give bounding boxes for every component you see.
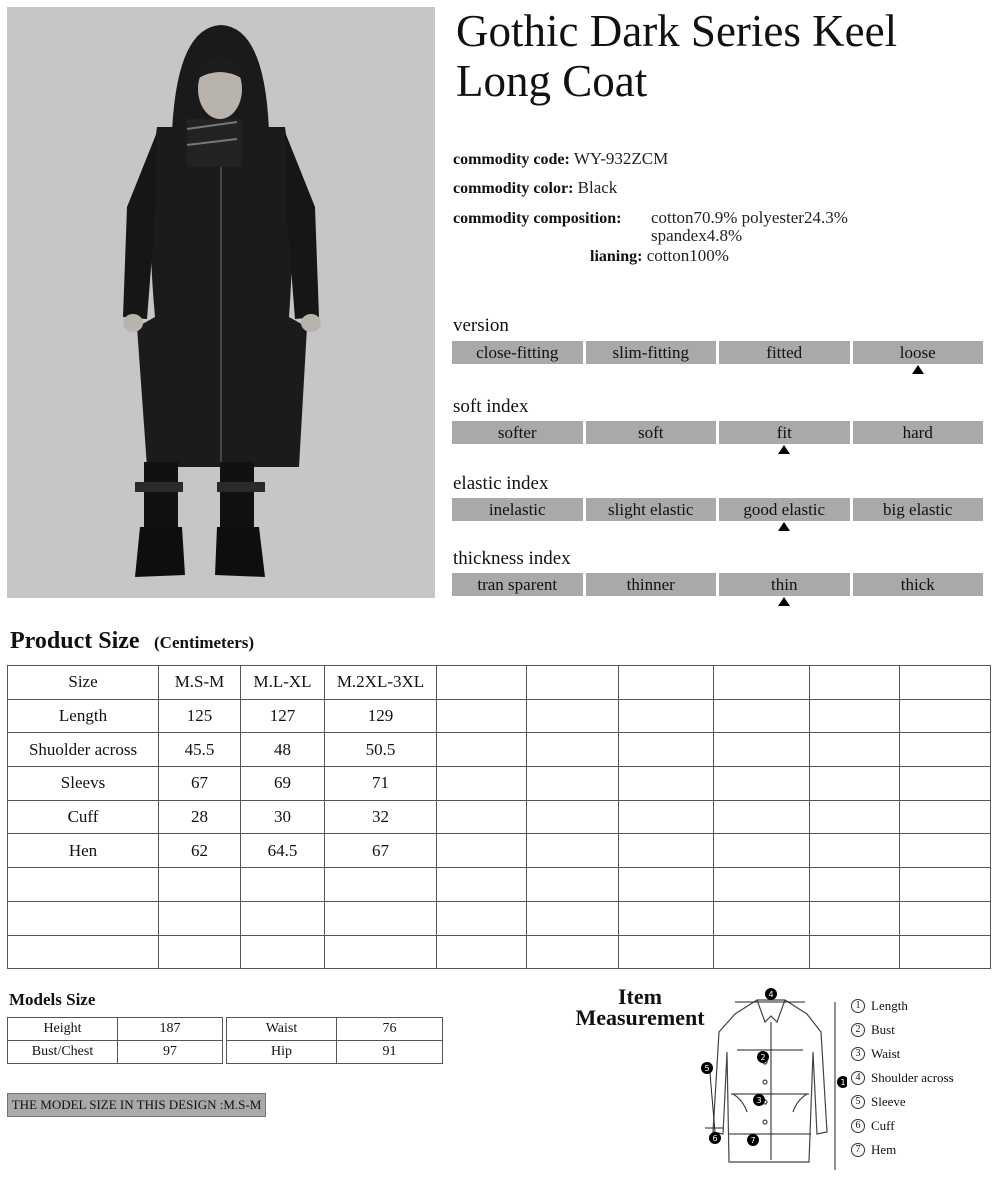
table-cell xyxy=(900,901,991,935)
index-option: tran sparent xyxy=(452,573,583,596)
index-option: close-fitting xyxy=(452,341,583,364)
model-measure-label: Hip xyxy=(227,1041,337,1064)
table-row xyxy=(8,800,991,834)
table-cell: Sleevs xyxy=(8,767,159,801)
index-label: thickness index xyxy=(453,548,571,569)
size-column-header xyxy=(619,666,714,700)
size-column-header xyxy=(527,666,619,700)
size-column-header xyxy=(714,666,810,700)
table-cell: 71 xyxy=(325,767,437,801)
table-cell xyxy=(810,767,900,801)
model-measure-value: 76 xyxy=(337,1018,443,1041)
legend-item xyxy=(851,1090,954,1114)
table-row xyxy=(8,868,991,902)
table-cell xyxy=(437,901,527,935)
table-cell xyxy=(619,868,714,902)
svg-text:2: 2 xyxy=(760,1053,766,1062)
index-option: soft xyxy=(586,421,717,444)
selected-marker-icon xyxy=(778,597,790,606)
table-cell xyxy=(241,868,325,902)
table-cell xyxy=(900,733,991,767)
index-option: good elastic xyxy=(719,498,850,521)
table-cell: 67 xyxy=(159,767,241,801)
index-scale xyxy=(452,573,983,596)
table-cell xyxy=(325,935,437,969)
table-cell: 28 xyxy=(159,800,241,834)
index-option: fit xyxy=(719,421,850,444)
table-cell: 69 xyxy=(241,767,325,801)
index-label: soft index xyxy=(453,396,529,417)
table-row xyxy=(8,935,991,969)
legend-label: Length xyxy=(871,998,908,1013)
index-option: loose xyxy=(853,341,984,364)
legend-label: Shoulder across xyxy=(871,1070,954,1085)
model-measure-label: Bust/Chest xyxy=(8,1041,118,1064)
legend-item xyxy=(851,1042,954,1066)
table-cell: 125 xyxy=(159,699,241,733)
selected-marker-icon xyxy=(912,365,924,374)
index-option: big elastic xyxy=(853,498,984,521)
model-measure-label: Waist xyxy=(227,1018,337,1041)
legend-number: 4 xyxy=(851,1071,865,1085)
table-cell xyxy=(810,800,900,834)
product-title: Gothic Dark Series Keel Long Coat xyxy=(456,6,898,106)
model-measure-value: 187 xyxy=(118,1018,223,1041)
table-row xyxy=(227,1018,443,1041)
selected-marker-icon xyxy=(778,445,790,454)
legend-label: Sleeve xyxy=(871,1094,906,1109)
legend-item xyxy=(851,994,954,1018)
table-row xyxy=(227,1041,443,1064)
table-cell xyxy=(619,834,714,868)
commodity-color xyxy=(453,178,617,199)
size-column-header: M.L-XL xyxy=(241,666,325,700)
index-option: hard xyxy=(853,421,984,444)
table-cell xyxy=(619,699,714,733)
table-cell xyxy=(900,935,991,969)
models-table-right xyxy=(226,1017,443,1064)
size-column-header: Size xyxy=(8,666,159,700)
legend-item xyxy=(851,1114,954,1138)
table-row xyxy=(8,901,991,935)
table-cell xyxy=(714,834,810,868)
models-size-title: Models Size xyxy=(9,990,96,1009)
composition-line-1: cotton70.9% polyester24.3% xyxy=(651,208,848,227)
table-row xyxy=(8,699,991,733)
table-row xyxy=(8,767,991,801)
legend-label: Waist xyxy=(871,1046,901,1061)
table-cell: 127 xyxy=(241,699,325,733)
commodity-code-value: WY-932ZCM xyxy=(573,149,669,168)
legend-number: 6 xyxy=(851,1119,865,1133)
legend-number: 2 xyxy=(851,1023,865,1037)
composition-line-2: spandex4.8% xyxy=(651,226,743,245)
table-cell xyxy=(619,800,714,834)
size-column-header xyxy=(900,666,991,700)
table-cell: 45.5 xyxy=(159,733,241,767)
legend-number: 5 xyxy=(851,1095,865,1109)
table-cell xyxy=(810,901,900,935)
table-cell xyxy=(619,767,714,801)
table-cell xyxy=(159,901,241,935)
commodity-code xyxy=(453,149,668,170)
table-cell xyxy=(714,699,810,733)
table-cell xyxy=(527,800,619,834)
lining xyxy=(590,246,729,267)
size-column-header: M.2XL-3XL xyxy=(325,666,437,700)
table-cell xyxy=(527,699,619,733)
table-cell xyxy=(810,733,900,767)
index-option: thick xyxy=(853,573,984,596)
index-option: thin xyxy=(719,573,850,596)
model-measure-value: 91 xyxy=(337,1041,443,1064)
table-cell xyxy=(619,901,714,935)
size-table-header xyxy=(8,666,991,700)
table-cell xyxy=(8,868,159,902)
lining-value: cotton100% xyxy=(646,246,729,265)
models-table-left xyxy=(7,1017,223,1064)
size-column-header xyxy=(437,666,527,700)
svg-text:5: 5 xyxy=(704,1064,710,1073)
table-cell: 129 xyxy=(325,699,437,733)
index-option: softer xyxy=(452,421,583,444)
commodity-composition xyxy=(453,208,621,229)
item-measurement-title-line1: Item xyxy=(618,984,662,1009)
table-cell xyxy=(527,868,619,902)
table-cell xyxy=(8,935,159,969)
table-row xyxy=(8,1041,223,1064)
legend-number: 7 xyxy=(851,1143,865,1157)
table-cell xyxy=(619,733,714,767)
table-cell xyxy=(714,901,810,935)
commodity-color-label: commodity color: xyxy=(453,180,574,197)
selected-marker-icon xyxy=(778,522,790,531)
commodity-code-label: commodity code: xyxy=(453,151,570,168)
composition-value xyxy=(651,208,848,246)
table-cell xyxy=(714,733,810,767)
commodity-composition-label: commodity composition: xyxy=(453,210,622,227)
table-cell xyxy=(619,935,714,969)
table-cell xyxy=(8,901,159,935)
table-cell xyxy=(714,935,810,969)
coat-measurement-diagram xyxy=(695,982,847,1178)
table-cell xyxy=(714,800,810,834)
commodity-color-value: Black xyxy=(577,178,618,197)
table-cell xyxy=(900,834,991,868)
table-cell: 64.5 xyxy=(241,834,325,868)
table-cell xyxy=(527,733,619,767)
table-cell: 62 xyxy=(159,834,241,868)
table-cell xyxy=(900,699,991,733)
table-cell xyxy=(437,935,527,969)
table-cell xyxy=(159,935,241,969)
legend-label: Bust xyxy=(871,1022,895,1037)
table-cell xyxy=(810,868,900,902)
legend-number: 3 xyxy=(851,1047,865,1061)
index-scale xyxy=(452,421,983,444)
table-cell xyxy=(900,800,991,834)
table-cell xyxy=(437,733,527,767)
legend-label: Hem xyxy=(871,1142,897,1157)
model-measure-label: Height xyxy=(8,1018,118,1041)
table-cell xyxy=(437,834,527,868)
legend-item xyxy=(851,1018,954,1042)
table-cell: 32 xyxy=(325,800,437,834)
table-cell xyxy=(527,767,619,801)
table-cell: Hen xyxy=(8,834,159,868)
table-cell xyxy=(159,868,241,902)
table-cell: 48 xyxy=(241,733,325,767)
svg-text:4: 4 xyxy=(768,990,774,999)
table-cell xyxy=(714,767,810,801)
table-cell xyxy=(241,901,325,935)
size-column-header: M.S-M xyxy=(159,666,241,700)
table-row xyxy=(8,834,991,868)
table-cell xyxy=(714,868,810,902)
legend-number: 1 xyxy=(851,999,865,1013)
index-option: slight elastic xyxy=(586,498,717,521)
table-cell: 50.5 xyxy=(325,733,437,767)
table-cell xyxy=(325,901,437,935)
table-cell xyxy=(527,834,619,868)
model-size-note: THE MODEL SIZE IN THIS DESIGN :M.S-M xyxy=(7,1093,266,1117)
index-option: fitted xyxy=(719,341,850,364)
svg-text:6: 6 xyxy=(712,1134,718,1143)
table-cell xyxy=(437,767,527,801)
item-measurement-title-line2: Measurement xyxy=(575,1005,705,1030)
table-cell: Cuff xyxy=(8,800,159,834)
legend-label: Cuff xyxy=(871,1118,895,1133)
index-scale xyxy=(452,341,983,364)
index-scale xyxy=(452,498,983,521)
table-cell xyxy=(900,868,991,902)
table-cell: Length xyxy=(8,699,159,733)
table-cell xyxy=(325,868,437,902)
model-measure-value: 97 xyxy=(118,1041,223,1064)
index-option: slim-fitting xyxy=(586,341,717,364)
index-label: version xyxy=(453,315,509,336)
size-column-header xyxy=(810,666,900,700)
legend-item xyxy=(851,1138,954,1162)
table-cell xyxy=(810,699,900,733)
table-cell: 30 xyxy=(241,800,325,834)
index-label: elastic index xyxy=(453,473,549,494)
index-option: inelastic xyxy=(452,498,583,521)
table-cell xyxy=(437,800,527,834)
size-table xyxy=(7,665,991,969)
table-row xyxy=(8,733,991,767)
legend-item xyxy=(851,1066,954,1090)
table-cell xyxy=(437,868,527,902)
svg-text:7: 7 xyxy=(750,1136,756,1145)
table-row xyxy=(8,1018,223,1041)
lining-label: lianing: xyxy=(590,248,643,265)
table-cell xyxy=(437,699,527,733)
svg-text:1: 1 xyxy=(840,1078,846,1087)
table-cell xyxy=(810,834,900,868)
table-cell xyxy=(527,901,619,935)
table-cell xyxy=(527,935,619,969)
table-cell: 67 xyxy=(325,834,437,868)
index-option: thinner xyxy=(586,573,717,596)
table-cell: Shuolder across xyxy=(8,733,159,767)
product-size-unit: (Centimeters) xyxy=(154,633,255,652)
table-cell xyxy=(810,935,900,969)
measurement-legend xyxy=(851,994,954,1162)
product-size-title: Product Size xyxy=(10,628,140,654)
product-photo xyxy=(7,7,435,598)
svg-text:3: 3 xyxy=(756,1096,762,1105)
table-cell xyxy=(900,767,991,801)
table-cell xyxy=(241,935,325,969)
